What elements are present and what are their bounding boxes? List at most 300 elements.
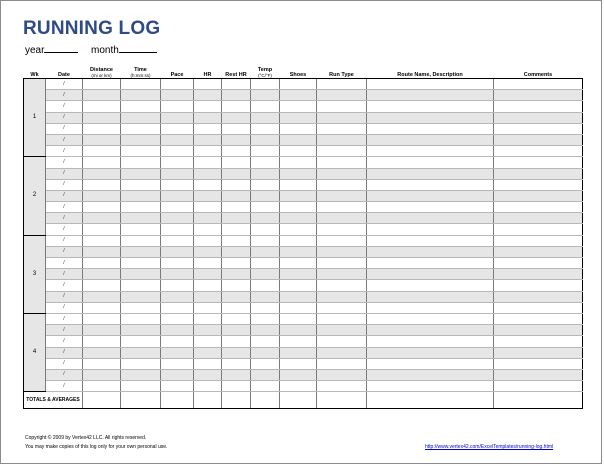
log-entry-cell[interactable] bbox=[317, 235, 367, 246]
log-entry-cell[interactable] bbox=[280, 224, 317, 235]
log-entry-cell[interactable] bbox=[161, 224, 194, 235]
log-entry-cell[interactable] bbox=[83, 358, 121, 369]
log-entry-cell[interactable] bbox=[367, 101, 494, 112]
totals-cell[interactable] bbox=[251, 392, 280, 409]
log-entry-cell[interactable] bbox=[280, 313, 317, 324]
log-entry-cell[interactable] bbox=[222, 347, 251, 358]
log-entry-cell[interactable] bbox=[367, 381, 494, 392]
log-entry-cell[interactable] bbox=[83, 157, 121, 168]
month-field[interactable] bbox=[91, 43, 157, 56]
log-entry-cell[interactable] bbox=[121, 157, 161, 168]
log-entry-cell[interactable] bbox=[280, 291, 317, 302]
totals-cell[interactable] bbox=[222, 392, 251, 409]
log-entry-cell[interactable] bbox=[317, 347, 367, 358]
log-entry-cell[interactable] bbox=[367, 157, 494, 168]
log-entry-cell[interactable] bbox=[317, 258, 367, 269]
log-entry-cell[interactable] bbox=[222, 179, 251, 190]
log-entry-cell[interactable] bbox=[194, 336, 222, 347]
log-entry-cell[interactable] bbox=[222, 246, 251, 257]
log-entry-cell[interactable] bbox=[280, 179, 317, 190]
log-entry-cell[interactable] bbox=[121, 224, 161, 235]
log-entry-cell[interactable] bbox=[494, 280, 583, 291]
log-entry-cell[interactable] bbox=[121, 291, 161, 302]
log-entry-cell[interactable] bbox=[161, 246, 194, 257]
log-entry-cell[interactable] bbox=[367, 246, 494, 257]
log-entry-cell[interactable] bbox=[280, 112, 317, 123]
log-entry-cell[interactable] bbox=[251, 381, 280, 392]
log-entry-cell[interactable] bbox=[367, 325, 494, 336]
log-entry-cell[interactable] bbox=[494, 269, 583, 280]
date-cell[interactable]: / bbox=[46, 336, 83, 347]
log-entry-cell[interactable] bbox=[222, 168, 251, 179]
log-entry-cell[interactable] bbox=[222, 190, 251, 201]
log-entry-cell[interactable] bbox=[161, 336, 194, 347]
log-entry-cell[interactable] bbox=[121, 168, 161, 179]
log-entry-cell[interactable] bbox=[251, 269, 280, 280]
log-entry-cell[interactable] bbox=[194, 280, 222, 291]
date-cell[interactable]: / bbox=[46, 302, 83, 313]
log-entry-cell[interactable] bbox=[194, 213, 222, 224]
log-entry-cell[interactable] bbox=[222, 146, 251, 157]
log-entry-cell[interactable] bbox=[251, 291, 280, 302]
log-entry-cell[interactable] bbox=[251, 90, 280, 101]
log-entry-cell[interactable] bbox=[121, 146, 161, 157]
log-entry-cell[interactable] bbox=[161, 202, 194, 213]
log-entry-cell[interactable] bbox=[222, 336, 251, 347]
log-entry-cell[interactable] bbox=[280, 258, 317, 269]
date-cell[interactable]: / bbox=[46, 369, 83, 380]
log-entry-cell[interactable] bbox=[222, 369, 251, 380]
date-cell[interactable]: / bbox=[46, 157, 83, 168]
log-entry-cell[interactable] bbox=[280, 190, 317, 201]
log-entry-cell[interactable] bbox=[121, 112, 161, 123]
log-entry-cell[interactable] bbox=[317, 291, 367, 302]
log-entry-cell[interactable] bbox=[194, 246, 222, 257]
log-entry-cell[interactable] bbox=[367, 258, 494, 269]
log-entry-cell[interactable] bbox=[494, 79, 583, 90]
log-entry-cell[interactable] bbox=[251, 101, 280, 112]
totals-cell[interactable] bbox=[367, 392, 494, 409]
log-entry-cell[interactable] bbox=[367, 336, 494, 347]
log-entry-cell[interactable] bbox=[280, 213, 317, 224]
log-entry-cell[interactable] bbox=[367, 146, 494, 157]
log-entry-cell[interactable] bbox=[251, 358, 280, 369]
log-entry-cell[interactable] bbox=[280, 168, 317, 179]
log-entry-cell[interactable] bbox=[222, 90, 251, 101]
log-entry-cell[interactable] bbox=[494, 347, 583, 358]
log-entry-cell[interactable] bbox=[494, 224, 583, 235]
log-entry-cell[interactable] bbox=[251, 336, 280, 347]
log-entry-cell[interactable] bbox=[121, 325, 161, 336]
log-entry-cell[interactable] bbox=[494, 179, 583, 190]
log-entry-cell[interactable] bbox=[194, 369, 222, 380]
log-entry-cell[interactable] bbox=[194, 302, 222, 313]
log-entry-cell[interactable] bbox=[280, 123, 317, 134]
log-entry-cell[interactable] bbox=[280, 381, 317, 392]
log-entry-cell[interactable] bbox=[251, 325, 280, 336]
log-entry-cell[interactable] bbox=[317, 168, 367, 179]
log-entry-cell[interactable] bbox=[367, 202, 494, 213]
log-entry-cell[interactable] bbox=[121, 358, 161, 369]
log-entry-cell[interactable] bbox=[494, 258, 583, 269]
log-entry-cell[interactable] bbox=[317, 246, 367, 257]
log-entry-cell[interactable] bbox=[83, 134, 121, 145]
date-cell[interactable]: / bbox=[46, 224, 83, 235]
log-entry-cell[interactable] bbox=[83, 190, 121, 201]
date-cell[interactable]: / bbox=[46, 146, 83, 157]
totals-cell[interactable] bbox=[494, 392, 583, 409]
log-entry-cell[interactable] bbox=[317, 358, 367, 369]
log-entry-cell[interactable] bbox=[161, 280, 194, 291]
log-entry-cell[interactable] bbox=[194, 101, 222, 112]
log-entry-cell[interactable] bbox=[222, 325, 251, 336]
totals-cell[interactable] bbox=[194, 392, 222, 409]
log-entry-cell[interactable] bbox=[121, 134, 161, 145]
log-entry-cell[interactable] bbox=[222, 313, 251, 324]
log-entry-cell[interactable] bbox=[317, 202, 367, 213]
log-entry-cell[interactable] bbox=[251, 202, 280, 213]
log-entry-cell[interactable] bbox=[161, 134, 194, 145]
log-entry-cell[interactable] bbox=[121, 246, 161, 257]
date-cell[interactable]: / bbox=[46, 101, 83, 112]
log-entry-cell[interactable] bbox=[83, 280, 121, 291]
log-entry-cell[interactable] bbox=[367, 358, 494, 369]
log-entry-cell[interactable] bbox=[161, 302, 194, 313]
log-entry-cell[interactable] bbox=[494, 381, 583, 392]
log-entry-cell[interactable] bbox=[367, 347, 494, 358]
log-entry-cell[interactable] bbox=[222, 157, 251, 168]
log-entry-cell[interactable] bbox=[83, 79, 121, 90]
log-entry-cell[interactable] bbox=[121, 213, 161, 224]
log-entry-cell[interactable] bbox=[317, 157, 367, 168]
log-entry-cell[interactable] bbox=[194, 202, 222, 213]
date-cell[interactable]: / bbox=[46, 358, 83, 369]
log-entry-cell[interactable] bbox=[194, 269, 222, 280]
log-entry-cell[interactable] bbox=[121, 280, 161, 291]
log-entry-cell[interactable] bbox=[161, 258, 194, 269]
log-entry-cell[interactable] bbox=[83, 246, 121, 257]
log-entry-cell[interactable] bbox=[83, 336, 121, 347]
log-entry-cell[interactable] bbox=[121, 179, 161, 190]
log-entry-cell[interactable] bbox=[280, 269, 317, 280]
log-entry-cell[interactable] bbox=[222, 79, 251, 90]
log-entry-cell[interactable] bbox=[222, 101, 251, 112]
log-entry-cell[interactable] bbox=[83, 90, 121, 101]
log-entry-cell[interactable] bbox=[161, 112, 194, 123]
log-entry-cell[interactable] bbox=[83, 146, 121, 157]
log-entry-cell[interactable] bbox=[494, 112, 583, 123]
date-cell[interactable]: / bbox=[46, 313, 83, 324]
log-entry-cell[interactable] bbox=[251, 224, 280, 235]
log-entry-cell[interactable] bbox=[494, 313, 583, 324]
log-entry-cell[interactable] bbox=[251, 146, 280, 157]
log-entry-cell[interactable] bbox=[367, 112, 494, 123]
log-entry-cell[interactable] bbox=[317, 336, 367, 347]
log-entry-cell[interactable] bbox=[83, 179, 121, 190]
log-entry-cell[interactable] bbox=[251, 179, 280, 190]
log-entry-cell[interactable] bbox=[280, 336, 317, 347]
vertex42-link[interactable]: http://www.vertex42.com/ExcelTemplates/running-log.html bbox=[425, 444, 554, 450]
log-entry-cell[interactable] bbox=[121, 90, 161, 101]
log-entry-cell[interactable] bbox=[494, 235, 583, 246]
date-cell[interactable]: / bbox=[46, 258, 83, 269]
log-entry-cell[interactable] bbox=[222, 258, 251, 269]
log-entry-cell[interactable] bbox=[222, 269, 251, 280]
log-entry-cell[interactable] bbox=[222, 123, 251, 134]
log-entry-cell[interactable] bbox=[161, 79, 194, 90]
log-entry-cell[interactable] bbox=[194, 157, 222, 168]
log-entry-cell[interactable] bbox=[83, 258, 121, 269]
log-entry-cell[interactable] bbox=[317, 134, 367, 145]
log-entry-cell[interactable] bbox=[194, 291, 222, 302]
log-entry-cell[interactable] bbox=[83, 202, 121, 213]
log-entry-cell[interactable] bbox=[194, 313, 222, 324]
log-entry-cell[interactable] bbox=[161, 179, 194, 190]
date-cell[interactable]: / bbox=[46, 168, 83, 179]
month-blank-line[interactable] bbox=[119, 43, 157, 53]
log-entry-cell[interactable] bbox=[251, 235, 280, 246]
log-entry-cell[interactable] bbox=[317, 313, 367, 324]
log-entry-cell[interactable] bbox=[161, 381, 194, 392]
log-entry-cell[interactable] bbox=[280, 157, 317, 168]
log-entry-cell[interactable] bbox=[161, 313, 194, 324]
log-entry-cell[interactable] bbox=[121, 202, 161, 213]
date-cell[interactable]: / bbox=[46, 179, 83, 190]
date-cell[interactable]: / bbox=[46, 246, 83, 257]
log-entry-cell[interactable] bbox=[222, 112, 251, 123]
log-entry-cell[interactable] bbox=[494, 325, 583, 336]
log-entry-cell[interactable] bbox=[121, 369, 161, 380]
date-cell[interactable]: / bbox=[46, 90, 83, 101]
log-entry-cell[interactable] bbox=[83, 101, 121, 112]
log-entry-cell[interactable] bbox=[367, 179, 494, 190]
log-entry-cell[interactable] bbox=[222, 224, 251, 235]
log-entry-cell[interactable] bbox=[367, 213, 494, 224]
log-entry-cell[interactable] bbox=[280, 202, 317, 213]
log-entry-cell[interactable] bbox=[161, 369, 194, 380]
log-entry-cell[interactable] bbox=[161, 90, 194, 101]
log-entry-cell[interactable] bbox=[317, 369, 367, 380]
log-entry-cell[interactable] bbox=[222, 302, 251, 313]
log-entry-cell[interactable] bbox=[367, 313, 494, 324]
log-entry-cell[interactable] bbox=[83, 313, 121, 324]
log-entry-cell[interactable] bbox=[83, 112, 121, 123]
log-entry-cell[interactable] bbox=[251, 123, 280, 134]
log-entry-cell[interactable] bbox=[251, 190, 280, 201]
log-entry-cell[interactable] bbox=[83, 347, 121, 358]
log-entry-cell[interactable] bbox=[251, 302, 280, 313]
log-entry-cell[interactable] bbox=[367, 224, 494, 235]
date-cell[interactable]: / bbox=[46, 112, 83, 123]
log-entry-cell[interactable] bbox=[83, 269, 121, 280]
date-cell[interactable]: / bbox=[46, 235, 83, 246]
log-entry-cell[interactable] bbox=[121, 258, 161, 269]
log-entry-cell[interactable] bbox=[121, 190, 161, 201]
date-cell[interactable]: / bbox=[46, 190, 83, 201]
log-entry-cell[interactable] bbox=[494, 202, 583, 213]
log-entry-cell[interactable] bbox=[280, 235, 317, 246]
log-entry-cell[interactable] bbox=[494, 302, 583, 313]
log-entry-cell[interactable] bbox=[83, 369, 121, 380]
log-entry-cell[interactable] bbox=[194, 90, 222, 101]
log-entry-cell[interactable] bbox=[494, 369, 583, 380]
date-cell[interactable]: / bbox=[46, 213, 83, 224]
log-entry-cell[interactable] bbox=[494, 101, 583, 112]
log-entry-cell[interactable] bbox=[194, 190, 222, 201]
log-entry-cell[interactable] bbox=[280, 90, 317, 101]
log-entry-cell[interactable] bbox=[83, 325, 121, 336]
log-entry-cell[interactable] bbox=[251, 313, 280, 324]
log-entry-cell[interactable] bbox=[251, 280, 280, 291]
date-cell[interactable]: / bbox=[46, 202, 83, 213]
log-entry-cell[interactable] bbox=[222, 235, 251, 246]
log-entry-cell[interactable] bbox=[121, 79, 161, 90]
log-entry-cell[interactable] bbox=[83, 213, 121, 224]
log-entry-cell[interactable] bbox=[222, 280, 251, 291]
date-cell[interactable]: / bbox=[46, 347, 83, 358]
log-entry-cell[interactable] bbox=[367, 280, 494, 291]
log-entry-cell[interactable] bbox=[161, 347, 194, 358]
log-entry-cell[interactable] bbox=[317, 112, 367, 123]
log-entry-cell[interactable] bbox=[194, 112, 222, 123]
log-entry-cell[interactable] bbox=[317, 101, 367, 112]
log-entry-cell[interactable] bbox=[367, 269, 494, 280]
log-entry-cell[interactable] bbox=[194, 358, 222, 369]
log-entry-cell[interactable] bbox=[83, 291, 121, 302]
log-entry-cell[interactable] bbox=[194, 258, 222, 269]
log-entry-cell[interactable] bbox=[251, 347, 280, 358]
log-entry-cell[interactable] bbox=[367, 123, 494, 134]
log-entry-cell[interactable] bbox=[317, 190, 367, 201]
log-entry-cell[interactable] bbox=[222, 213, 251, 224]
log-entry-cell[interactable] bbox=[280, 101, 317, 112]
log-entry-cell[interactable] bbox=[194, 224, 222, 235]
log-entry-cell[interactable] bbox=[494, 168, 583, 179]
log-entry-cell[interactable] bbox=[121, 123, 161, 134]
year-field[interactable] bbox=[25, 43, 78, 56]
log-entry-cell[interactable] bbox=[317, 269, 367, 280]
log-entry-cell[interactable] bbox=[317, 381, 367, 392]
log-entry-cell[interactable] bbox=[83, 123, 121, 134]
log-entry-cell[interactable] bbox=[317, 213, 367, 224]
log-entry-cell[interactable] bbox=[280, 325, 317, 336]
log-entry-cell[interactable] bbox=[280, 302, 317, 313]
log-entry-cell[interactable] bbox=[222, 134, 251, 145]
log-entry-cell[interactable] bbox=[317, 123, 367, 134]
totals-cell[interactable] bbox=[317, 392, 367, 409]
log-entry-cell[interactable] bbox=[222, 358, 251, 369]
log-entry-cell[interactable] bbox=[251, 168, 280, 179]
log-entry-cell[interactable] bbox=[494, 134, 583, 145]
log-entry-cell[interactable] bbox=[83, 168, 121, 179]
year-blank-line[interactable] bbox=[44, 43, 78, 53]
log-entry-cell[interactable] bbox=[194, 146, 222, 157]
log-entry-cell[interactable] bbox=[494, 123, 583, 134]
log-entry-cell[interactable] bbox=[367, 302, 494, 313]
log-entry-cell[interactable] bbox=[222, 381, 251, 392]
totals-cell[interactable] bbox=[161, 392, 194, 409]
log-entry-cell[interactable] bbox=[222, 202, 251, 213]
log-entry-cell[interactable] bbox=[317, 179, 367, 190]
log-entry-cell[interactable] bbox=[251, 112, 280, 123]
log-entry-cell[interactable] bbox=[251, 258, 280, 269]
date-cell[interactable]: / bbox=[46, 291, 83, 302]
log-entry-cell[interactable] bbox=[367, 190, 494, 201]
totals-cell[interactable] bbox=[83, 392, 121, 409]
log-entry-cell[interactable] bbox=[494, 358, 583, 369]
log-entry-cell[interactable] bbox=[251, 213, 280, 224]
log-entry-cell[interactable] bbox=[494, 246, 583, 257]
log-entry-cell[interactable] bbox=[494, 291, 583, 302]
log-entry-cell[interactable] bbox=[121, 381, 161, 392]
log-entry-cell[interactable] bbox=[194, 79, 222, 90]
date-cell[interactable]: / bbox=[46, 79, 83, 90]
log-entry-cell[interactable] bbox=[121, 313, 161, 324]
date-cell[interactable]: / bbox=[46, 134, 83, 145]
log-entry-cell[interactable] bbox=[121, 336, 161, 347]
log-entry-cell[interactable] bbox=[317, 90, 367, 101]
log-entry-cell[interactable] bbox=[494, 336, 583, 347]
log-entry-cell[interactable] bbox=[251, 79, 280, 90]
log-entry-cell[interactable] bbox=[280, 79, 317, 90]
log-entry-cell[interactable] bbox=[280, 347, 317, 358]
date-cell[interactable]: / bbox=[46, 123, 83, 134]
log-entry-cell[interactable] bbox=[317, 146, 367, 157]
log-entry-cell[interactable] bbox=[161, 146, 194, 157]
log-entry-cell[interactable] bbox=[194, 347, 222, 358]
log-entry-cell[interactable] bbox=[367, 235, 494, 246]
log-entry-cell[interactable] bbox=[194, 381, 222, 392]
log-entry-cell[interactable] bbox=[194, 123, 222, 134]
log-entry-cell[interactable] bbox=[161, 325, 194, 336]
log-entry-cell[interactable] bbox=[280, 280, 317, 291]
log-entry-cell[interactable] bbox=[367, 79, 494, 90]
log-entry-cell[interactable] bbox=[280, 146, 317, 157]
log-entry-cell[interactable] bbox=[161, 213, 194, 224]
date-cell[interactable]: / bbox=[46, 381, 83, 392]
log-entry-cell[interactable] bbox=[251, 369, 280, 380]
log-entry-cell[interactable] bbox=[161, 358, 194, 369]
log-entry-cell[interactable] bbox=[367, 369, 494, 380]
log-entry-cell[interactable] bbox=[280, 369, 317, 380]
log-entry-cell[interactable] bbox=[83, 224, 121, 235]
log-entry-cell[interactable] bbox=[317, 79, 367, 90]
log-entry-cell[interactable] bbox=[251, 246, 280, 257]
log-entry-cell[interactable] bbox=[367, 168, 494, 179]
log-entry-cell[interactable] bbox=[121, 269, 161, 280]
log-entry-cell[interactable] bbox=[494, 157, 583, 168]
date-cell[interactable]: / bbox=[46, 269, 83, 280]
log-entry-cell[interactable] bbox=[251, 157, 280, 168]
log-entry-cell[interactable] bbox=[194, 235, 222, 246]
log-entry-cell[interactable] bbox=[83, 302, 121, 313]
log-entry-cell[interactable] bbox=[83, 235, 121, 246]
log-entry-cell[interactable] bbox=[317, 325, 367, 336]
date-cell[interactable]: / bbox=[46, 325, 83, 336]
log-entry-cell[interactable] bbox=[280, 246, 317, 257]
log-entry-cell[interactable] bbox=[317, 280, 367, 291]
log-entry-cell[interactable] bbox=[161, 235, 194, 246]
log-entry-cell[interactable] bbox=[280, 134, 317, 145]
log-entry-cell[interactable] bbox=[367, 90, 494, 101]
log-entry-cell[interactable] bbox=[494, 146, 583, 157]
log-entry-cell[interactable] bbox=[317, 224, 367, 235]
log-entry-cell[interactable] bbox=[317, 302, 367, 313]
date-cell[interactable]: / bbox=[46, 280, 83, 291]
log-entry-cell[interactable] bbox=[161, 168, 194, 179]
log-entry-cell[interactable] bbox=[194, 168, 222, 179]
log-entry-cell[interactable] bbox=[251, 134, 280, 145]
